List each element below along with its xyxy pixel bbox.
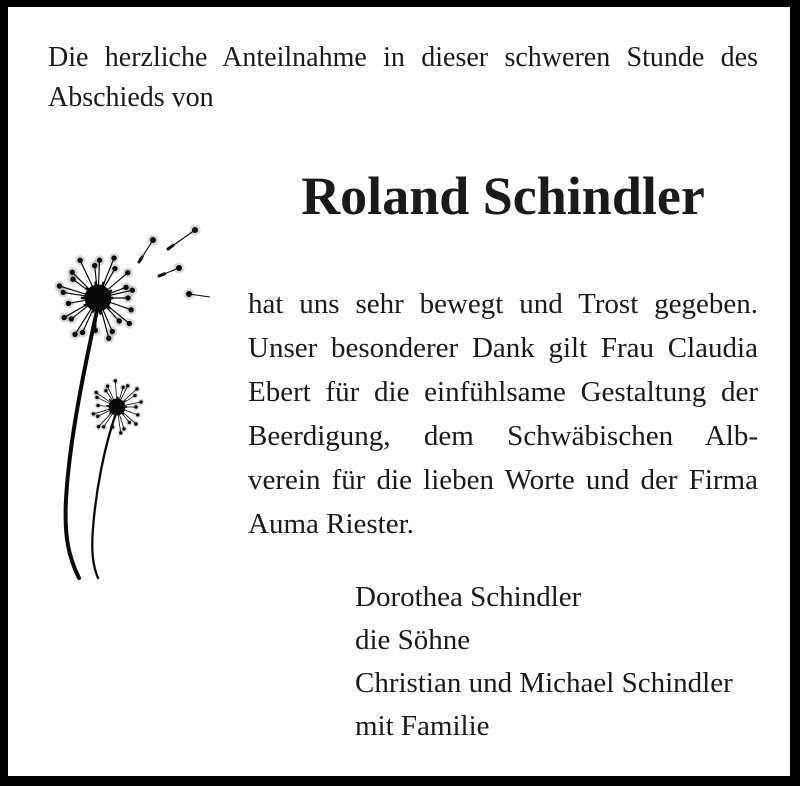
body-line: Ebert für die einfühlsame Gestaltung der xyxy=(248,376,758,408)
body-line: Auma Riester. xyxy=(248,508,414,540)
dandelion-illustration xyxy=(18,168,248,598)
intro-line: Abschieds von xyxy=(48,82,214,113)
flying-seeds xyxy=(139,225,210,300)
obituary-card xyxy=(8,7,790,776)
body-paragraph xyxy=(248,282,758,546)
deceased-name-heading: Roland Schindler xyxy=(301,166,705,226)
signature-line: mit Familie xyxy=(355,710,490,742)
intro-line: Die herzliche Anteilnahme in dieser schweren Stunde des xyxy=(48,42,758,73)
intro-text xyxy=(48,38,758,118)
body-line: hat uns sehr bewegt und Trost gegeben. xyxy=(248,288,758,320)
dandelion-spokes xyxy=(54,253,144,436)
dandelion-stem-small xyxy=(92,413,116,578)
signature-line: die Söhne xyxy=(355,624,471,656)
signature-block xyxy=(355,576,775,748)
body-line: Unser besonderer Dank gilt Frau Claudia xyxy=(248,332,758,364)
body-line: verein für die lieben Worte und der Firma xyxy=(248,464,758,496)
body-line: Beerdigung, dem Schwäbischen Alb- xyxy=(248,420,758,452)
signature-line: Dorothea Schindler xyxy=(355,581,582,613)
signature-line: Christian und Michael Schindler xyxy=(355,667,733,699)
